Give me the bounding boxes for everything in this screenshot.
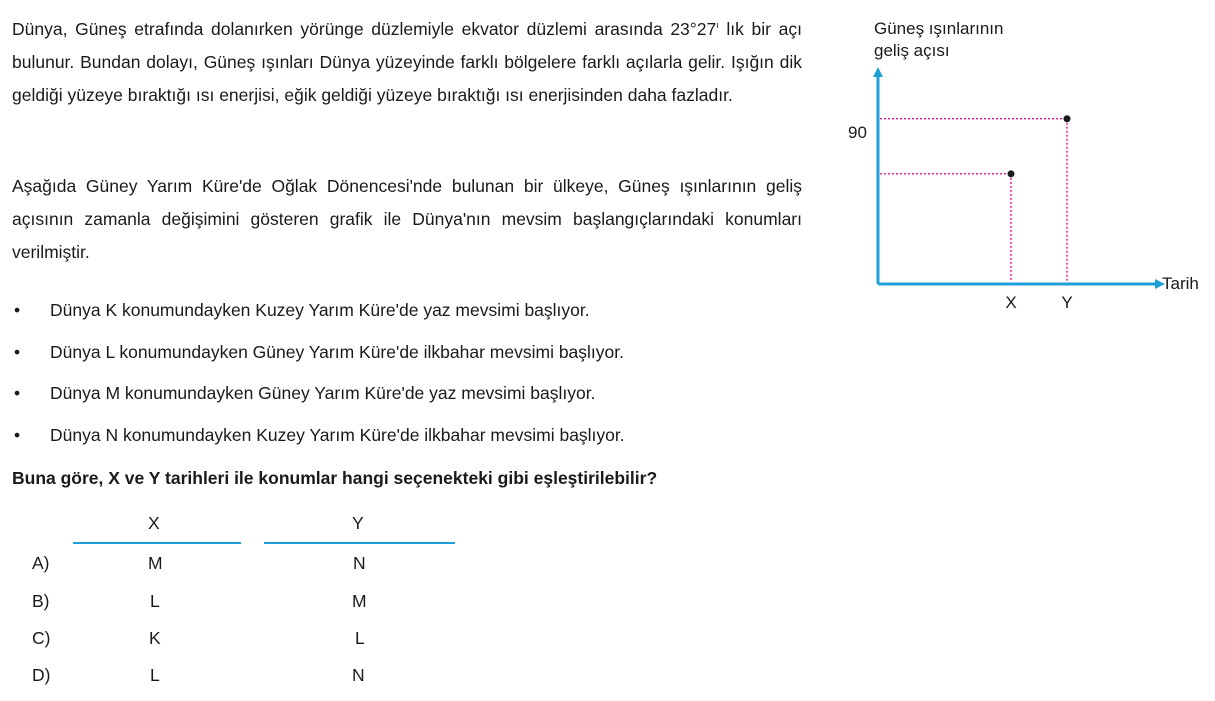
column-header-x: X — [148, 513, 160, 533]
option-label: B) — [32, 591, 50, 611]
bullet-icon: • — [14, 424, 21, 445]
column-rule-y — [264, 542, 455, 544]
bullet-icon: • — [14, 341, 21, 362]
bullet-icon: • — [14, 300, 21, 320]
option-label: A) — [32, 553, 50, 573]
x-tick-label: X — [1005, 293, 1017, 312]
column-rule-x — [73, 542, 241, 544]
statement-list — [12, 294, 625, 460]
angle-chart — [838, 0, 1215, 330]
y-tick-label: 90 — [848, 123, 867, 142]
chart-marks — [878, 72, 1160, 312]
option-label: C) — [32, 628, 51, 648]
list-item — [12, 294, 625, 336]
minute-mark: ı — [716, 20, 719, 30]
question-text: Buna göre, X ve Y tarihleri ile konumlar hangi seçenekteki gibi eşleştirilebilir? — [12, 468, 658, 488]
statement-text: Dünya L konumundayken Güney Yarım Küre'de ilkbahar mevsimi başlıyor. — [50, 341, 624, 362]
x-tick-label: Y — [1061, 293, 1073, 312]
option-x-value: L — [150, 591, 160, 611]
data-point — [1008, 170, 1015, 177]
column-header-y: Y — [352, 513, 364, 533]
option-label: D) — [32, 665, 51, 685]
option-y-value: N — [353, 553, 366, 573]
intro-text-end: lık bir açı bulunur. Bundan dolayı, Güneş ışınları Dünya yüzeyinde farklı bölgelere farklı açılarla gelir. Işığın dik geldiği yüzeye bıraktığı ısı enerjisi, eğik geldiği yüzeye bıraktığı ısı enerjisinden daha fazladır. — [12, 19, 802, 105]
intro-text-start: Dünya, Güneş etrafında dolanırken yörünge düzlemiyle ekvator düzlemi arasında 23°27 — [12, 19, 717, 39]
statement-text: Dünya N konumundayken Kuzey Yarım Küre'de ilkbahar mevsimi başlıyor. — [50, 424, 625, 445]
list-item — [12, 419, 625, 461]
option-x-value: K — [149, 628, 161, 648]
list-item — [12, 377, 625, 419]
intro-paragraph — [12, 9, 802, 112]
y-axis-title-line2: geliş açısı — [874, 41, 950, 60]
option-y-value: L — [355, 628, 365, 648]
x-axis-title: Tarih — [1162, 274, 1199, 293]
option-y-value: N — [352, 665, 365, 685]
statement-text: Dünya M konumundayken Güney Yarım Küre'de yaz mevsimi başlıyor. — [50, 383, 596, 403]
list-item — [12, 336, 625, 378]
statement-text: Dünya K konumundayken Kuzey Yarım Küre'de yaz mevsimi başlıyor. — [50, 300, 590, 320]
bullet-icon: • — [14, 383, 21, 403]
context-paragraph: Aşağıda Güney Yarım Küre'de Oğlak Dönencesi'nde bulunan bir ülkeye, Güneş ışınlarının geliş açısının zamanla değişimini gösteren grafik ile Dünya'nın mevsim başlangıçlarındaki konumları verilmiştir. — [12, 176, 802, 262]
data-point — [1064, 115, 1071, 122]
y-axis-title-line1: Güneş ışınlarının — [874, 19, 1004, 38]
option-x-value: L — [150, 665, 160, 685]
option-y-value: M — [352, 591, 367, 611]
option-x-value: M — [148, 553, 163, 573]
